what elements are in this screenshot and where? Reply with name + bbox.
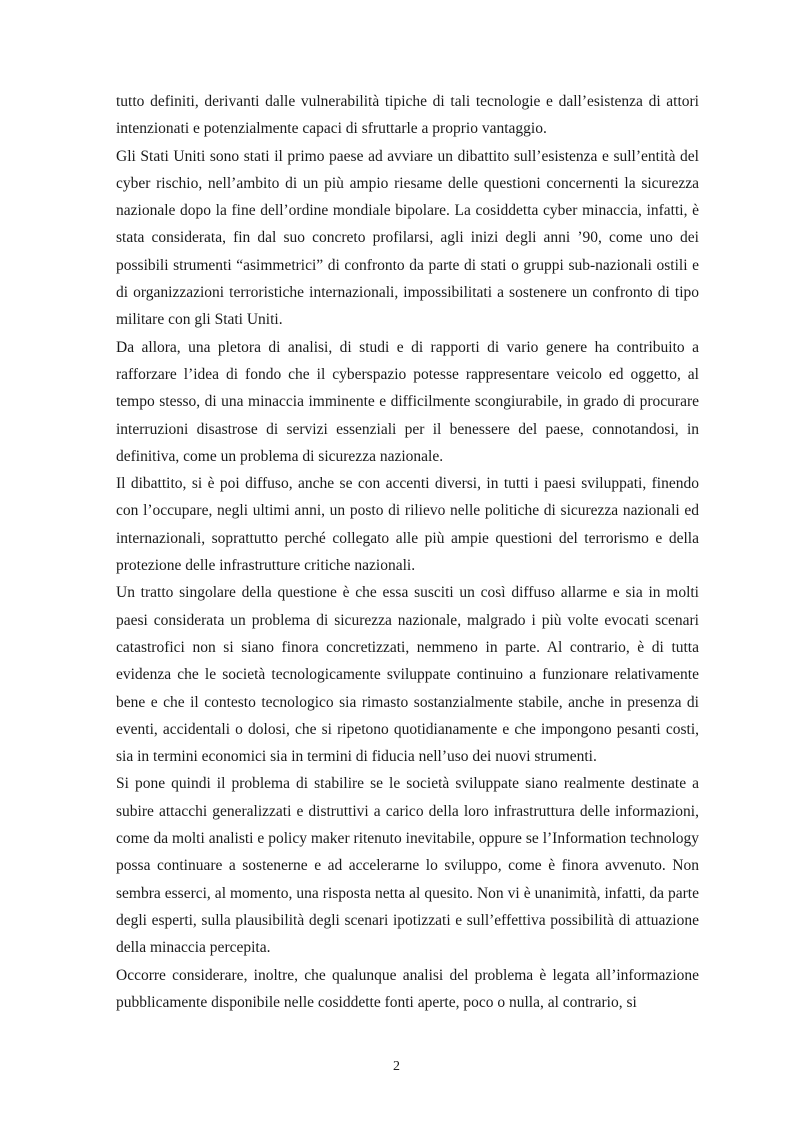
- paragraph-3: Da allora, una pletora di analisi, di studi e di rapporti di vario genere ha contribuito a rafforzare l’idea di fondo che il cyberspazio potesse rappresentare veicolo ed oggetto, al tempo stesso, di una minaccia imminente e difficilmente scongiurabile, in grado di procurare interruzioni disastrose di servizi essenziali per il benessere del paese, connotandosi, in definitiva, come un problema di sicurezza nazionale.: [116, 338, 699, 465]
- body-text: [116, 88, 699, 1016]
- paragraph-1: tutto definiti, derivanti dalle vulnerabilità tipiche di tali tecnologie e dall’esistenza di attori intenzionati e potenzialmente capaci di sfruttarle a proprio vantaggio.: [116, 93, 699, 138]
- paragraph-4: Il dibattito, si è poi diffuso, anche se con accenti diversi, in tutti i paesi sviluppati, finendo con l’occupare, negli ultimi anni, un posto di rilievo nelle politiche di sicurezza nazionali ed internazionali, soprattutto perché collegato alle più ampie questioni del terrorismo e della protezione delle infrastrutture critiche nazionali.: [116, 475, 699, 575]
- paragraph-6: Si pone quindi il problema di stabilire se le società sviluppate siano realmente destinate a subire attacchi generalizzati e distruttivi a carico della loro infrastruttura delle informazioni, come da molti analisti e policy maker ritenuto inevitabile, oppure se l’Information technology possa continuare a sostenerne e ad accelerarne lo sviluppo, come è finora avvenuto. Non sembra esserci, al momento, una risposta netta al quesito. Non vi è unanimità, infatti, da parte degli esperti, sulla plausibilità degli scenari ipotizzati e sull’effettiva possibilità di attuazione della minaccia percepita.: [116, 775, 699, 957]
- paragraph-2: Gli Stati Uniti sono stati il primo paese ad avviare un dibattito sull’esistenza e sull’entità del cyber rischio, nell’ambito di un più ampio riesame delle questioni concernenti la sicurezza nazionale dopo la fine dell’ordine mondiale bipolare. La cosiddetta cyber minaccia, infatti, è stata considerata, fin dal suo concreto profilarsi, agli inizi degli anni ’90, come uno dei possibili strumenti “asimmetrici” di confronto da parte di stati o gruppi sub-nazionali ostili e di organizzazioni terroristiche internazionali, impossibilitati a sostenere un confronto di tipo militare con gli Stati Uniti.: [116, 147, 699, 329]
- page-body: [116, 88, 699, 1016]
- paragraph-5: Un tratto singolare della questione è che essa susciti un così diffuso allarme e sia in molti paesi considerata un problema di sicurezza nazionale, malgrado i più volte evocati scenari catastrofici non si siano finora concretizzati, nemmeno in parte. Al contrario, è di tutta evidenza che le società tecnologicamente sviluppate continuino a funzionare relativamente bene e che il contesto tecnologico sia rimasto sostanzialmente stabile, anche in presenza di eventi, accidentali o dolosi, che si ripetono quotidianamente e che impongono pesanti costi, sia in termini economici sia in termini di fiducia nell’uso dei nuovi strumenti.: [116, 584, 699, 766]
- paragraph-7: Occorre considerare, inoltre, che qualunque analisi del problema è legata all’informazione pubblicamente disponibile nelle cosiddette fonti aperte, poco o nulla, al contrario, si: [116, 966, 699, 1011]
- page-number: 2: [393, 1059, 400, 1074]
